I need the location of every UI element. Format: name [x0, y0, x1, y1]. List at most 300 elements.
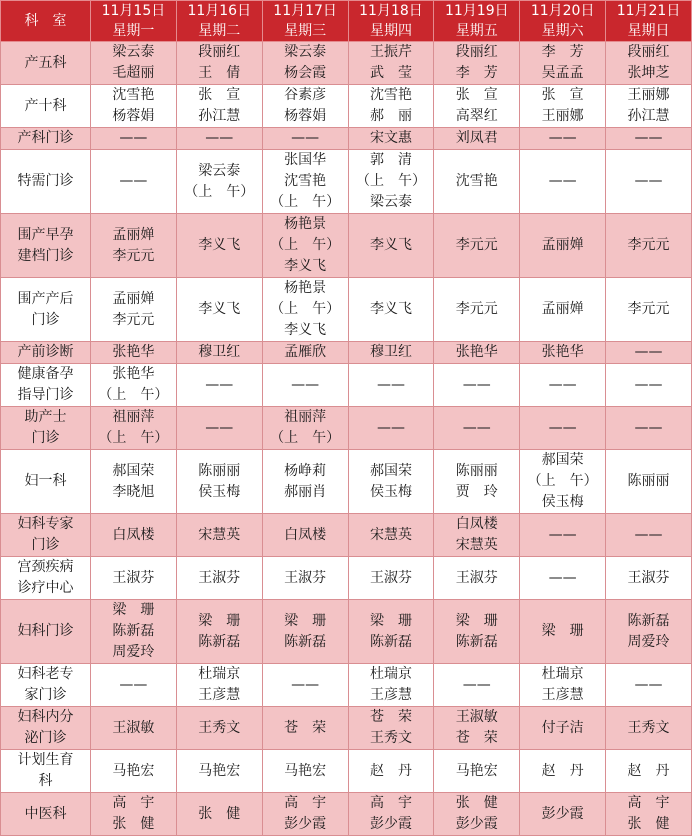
doctor-name: 沈雪艳 [284, 173, 327, 189]
doctor-name: 李元元 [627, 237, 670, 253]
schedule-row [1, 364, 692, 407]
doctor-name: 白凤楼 [284, 526, 327, 543]
doctor-name: 彭少霞 [541, 805, 584, 822]
doctor-name: 王淑芬 [455, 569, 498, 586]
schedule-row [1, 214, 692, 278]
no-clinic-dash: —— [548, 526, 577, 543]
doctor-name: 马艳宏 [198, 762, 241, 779]
doctor-name: 王彦慧 [198, 687, 241, 703]
schedule-cell [262, 750, 348, 793]
schedule-row [1, 707, 692, 750]
doctor-name: 吴孟孟 [541, 65, 584, 81]
department-cell [1, 42, 91, 85]
department-name: 妇科内分 [17, 709, 74, 725]
schedule-cell [348, 150, 434, 214]
doctor-name: 王淑芬 [198, 569, 241, 586]
doctor-name: 陈新磊 [455, 633, 498, 650]
doctor-name: 李元元 [112, 311, 155, 328]
doctor-name: 王秀文 [369, 730, 412, 746]
doctor-name: 杜瑞京 [541, 666, 584, 682]
schedule-cell [434, 514, 520, 557]
schedule-cell [606, 450, 692, 514]
department-name: 妇科老专 [17, 666, 74, 682]
schedule-cell [91, 42, 177, 85]
schedule-row [1, 128, 692, 150]
schedule-cell [91, 450, 177, 514]
schedule-body [1, 42, 692, 836]
department-cell [1, 85, 91, 128]
schedule-cell [520, 150, 606, 214]
department-name: 助产士 [24, 409, 67, 425]
day-header-3 [262, 1, 348, 42]
doctor-name: 付子洁 [541, 719, 584, 736]
department-name: 特需门诊 [17, 173, 74, 189]
doctor-name: 白凤楼 [455, 516, 498, 532]
session-note: （上 午） [98, 430, 169, 446]
schedule-cell [348, 342, 434, 364]
doctor-name: 张坤芝 [627, 65, 670, 81]
schedule-cell [176, 342, 262, 364]
day-header-1 [91, 1, 177, 42]
no-clinic-dash: —— [119, 173, 148, 189]
schedule-cell [262, 557, 348, 600]
schedule-cell [176, 450, 262, 514]
schedule-row [1, 42, 692, 85]
session-note: （上 午） [527, 473, 598, 489]
schedule-cell [606, 750, 692, 793]
doctor-name: 张 宣 [541, 87, 584, 103]
doctor-name: 苍 荣 [455, 730, 498, 746]
doctor-name: 穆卫红 [369, 344, 412, 360]
department-name: 围产早孕 [17, 226, 74, 243]
schedule-cell [91, 557, 177, 600]
schedule-cell [348, 707, 434, 750]
schedule-cell [262, 150, 348, 214]
doctor-name: 高翠红 [455, 108, 498, 124]
doctor-name: 苍 荣 [284, 719, 327, 736]
doctor-name: 孟丽婵 [112, 290, 155, 307]
schedule-cell [606, 342, 692, 364]
doctor-name: 沈雪艳 [455, 173, 498, 189]
department-name: 门诊 [31, 537, 60, 553]
schedule-cell [606, 85, 692, 128]
no-clinic-dash: —— [634, 419, 663, 436]
schedule-cell [606, 407, 692, 450]
no-clinic-dash: —— [548, 130, 577, 146]
schedule-cell [520, 364, 606, 407]
schedule-row [1, 450, 692, 514]
doctor-name: 祖丽萍 [284, 409, 327, 425]
doctor-name: 武 莹 [369, 65, 412, 81]
doctor-name: 张艳华 [112, 366, 155, 382]
department-name: 产十科 [24, 97, 67, 114]
doctor-name: 王丽娜 [541, 108, 584, 124]
schedule-cell [520, 342, 606, 364]
doctor-name: 彭少霞 [284, 816, 327, 832]
day-header-7 [606, 1, 692, 42]
doctor-name: 张艳华 [112, 344, 155, 360]
doctor-name: 赵 丹 [541, 762, 584, 779]
schedule-cell [606, 793, 692, 836]
doctor-name: 杨艳景 [284, 280, 327, 296]
schedule-row [1, 278, 692, 342]
doctor-name: 李元元 [455, 301, 498, 317]
no-clinic-dash: —— [548, 173, 577, 189]
no-clinic-dash: —— [634, 130, 663, 146]
doctor-name: 周爱玲 [112, 644, 155, 660]
doctor-name: 郭 清 [369, 152, 412, 168]
doctor-name: 王 倩 [198, 65, 241, 81]
schedule-cell [91, 128, 177, 150]
schedule-cell [91, 750, 177, 793]
department-cell [1, 707, 91, 750]
doctor-name: 张 健 [455, 795, 498, 811]
department-cell [1, 450, 91, 514]
doctor-name: 祖丽萍 [112, 409, 155, 425]
department-cell [1, 793, 91, 836]
schedule-cell [348, 750, 434, 793]
doctor-name: 毛超丽 [112, 65, 155, 81]
doctor-name: 杨会霞 [284, 65, 327, 81]
schedule-cell [348, 664, 434, 707]
doctor-name: 王秀文 [198, 719, 241, 736]
doctor-name: 孟丽婵 [541, 237, 584, 253]
schedule-cell [91, 707, 177, 750]
schedule-cell [434, 364, 520, 407]
no-clinic-dash: —— [548, 376, 577, 393]
day-date: 11月15日 [101, 3, 166, 19]
doctor-name: 宋文惠 [369, 130, 412, 146]
schedule-cell [262, 664, 348, 707]
no-clinic-dash: —— [462, 376, 491, 393]
schedule-cell [606, 128, 692, 150]
department-cell [1, 214, 91, 278]
schedule-cell [606, 278, 692, 342]
department-cell [1, 150, 91, 214]
session-note: （上 午） [270, 430, 341, 446]
schedule-cell [262, 278, 348, 342]
schedule-cell [176, 707, 262, 750]
doctor-name: 王淑敏 [455, 709, 498, 725]
schedule-cell [606, 664, 692, 707]
doctor-name: 沈雪艳 [112, 87, 155, 103]
day-weekday: 星期二 [198, 23, 241, 39]
schedule-row [1, 750, 692, 793]
schedule-cell [176, 214, 262, 278]
department-header: 科 室 [1, 1, 91, 42]
day-weekday: 星期三 [284, 23, 327, 39]
day-date: 11月16日 [187, 3, 252, 19]
doctor-name: 马艳宏 [284, 762, 327, 779]
department-name: 产五科 [24, 54, 67, 71]
department-name: 科 [38, 773, 53, 789]
doctor-name: 王秀文 [627, 719, 670, 736]
header-row [1, 1, 692, 42]
schedule-cell [348, 128, 434, 150]
schedule-cell [176, 150, 262, 214]
schedule-cell [176, 557, 262, 600]
schedule-cell [348, 793, 434, 836]
doctor-name: 贾 玲 [455, 483, 498, 500]
department-name: 门诊 [31, 311, 60, 328]
department-name: 妇科门诊 [17, 623, 74, 639]
schedule-cell [262, 450, 348, 514]
doctor-name: 郝国荣 [541, 452, 584, 468]
schedule-row [1, 664, 692, 707]
doctor-name: 梁云泰 [369, 194, 412, 210]
session-note: （上 午） [270, 194, 341, 210]
no-clinic-dash: —— [376, 376, 405, 393]
schedule-cell [348, 600, 434, 664]
schedule-cell [520, 278, 606, 342]
schedule-cell [348, 557, 434, 600]
department-cell [1, 342, 91, 364]
doctor-name: 李义飞 [198, 237, 241, 253]
schedule-cell [520, 407, 606, 450]
schedule-row [1, 600, 692, 664]
schedule-cell [434, 664, 520, 707]
department-cell [1, 514, 91, 557]
doctor-name: 张 健 [627, 816, 670, 832]
schedule-cell [91, 514, 177, 557]
doctor-name: 马艳宏 [112, 762, 155, 779]
doctor-name: 段丽红 [198, 44, 241, 60]
schedule-cell [434, 557, 520, 600]
schedule-cell [606, 364, 692, 407]
no-clinic-dash: —— [634, 676, 663, 693]
doctor-name: 杨蓉娟 [284, 108, 327, 124]
schedule-cell [262, 407, 348, 450]
schedule-cell [262, 600, 348, 664]
doctor-name: 侯玉梅 [198, 483, 241, 500]
schedule-cell [606, 707, 692, 750]
doctor-name: 孙江慧 [198, 108, 241, 124]
day-weekday: 星期五 [455, 23, 498, 39]
department-cell [1, 600, 91, 664]
session-note: （上 午） [270, 301, 341, 317]
doctor-name: 李义飞 [369, 237, 412, 253]
doctor-name: 李 芳 [541, 44, 584, 60]
doctor-name: 宋慧英 [455, 537, 498, 553]
day-header-2 [176, 1, 262, 42]
doctor-name: 陈新磊 [112, 623, 155, 639]
schedule-cell [520, 793, 606, 836]
doctor-name: 杨峥莉 [284, 462, 327, 479]
doctor-name: 孙江慧 [627, 108, 670, 124]
schedule-cell [434, 750, 520, 793]
schedule-row [1, 85, 692, 128]
schedule-cell [606, 42, 692, 85]
schedule-cell [176, 278, 262, 342]
doctor-name: 郝丽肖 [284, 483, 327, 500]
schedule-cell [176, 793, 262, 836]
doctor-name: 陈新磊 [198, 633, 241, 650]
department-name: 妇科专家 [17, 516, 74, 532]
schedule-cell [91, 214, 177, 278]
session-note: （上 午） [184, 183, 255, 200]
schedule-cell [434, 278, 520, 342]
schedule-cell [348, 278, 434, 342]
department-cell [1, 364, 91, 407]
schedule-cell [176, 600, 262, 664]
schedule-row [1, 150, 692, 214]
doctor-name: 王淑芬 [112, 569, 155, 586]
department-cell [1, 750, 91, 793]
day-date: 11月17日 [273, 3, 337, 19]
schedule-cell [434, 42, 520, 85]
doctor-name: 张艳华 [455, 344, 498, 360]
schedule-cell [520, 707, 606, 750]
day-date: 11月19日 [444, 3, 509, 19]
department-name: 产科门诊 [17, 130, 74, 146]
doctor-name: 彭少霞 [455, 816, 498, 832]
schedule-cell [606, 214, 692, 278]
schedule-cell [520, 750, 606, 793]
doctor-name: 李 芳 [455, 65, 498, 81]
day-date: 11月18日 [359, 3, 423, 19]
doctor-name: 谷素彦 [284, 87, 327, 103]
schedule-cell [520, 85, 606, 128]
doctor-name: 李义飞 [369, 301, 412, 317]
schedule-cell [520, 664, 606, 707]
doctor-name: 李元元 [627, 301, 670, 317]
schedule-cell [348, 364, 434, 407]
day-weekday: 星期六 [541, 23, 584, 39]
schedule-cell [606, 557, 692, 600]
doctor-name: 李义飞 [284, 322, 327, 338]
no-clinic-dash: —— [462, 419, 491, 436]
schedule-cell [91, 85, 177, 128]
doctor-name: 张 宣 [455, 87, 498, 103]
schedule-cell [91, 364, 177, 407]
schedule-cell [434, 450, 520, 514]
no-clinic-dash: —— [205, 419, 234, 436]
schedule-cell [434, 707, 520, 750]
doctor-name: 刘凤君 [455, 130, 498, 146]
schedule-cell [176, 407, 262, 450]
schedule-cell [262, 364, 348, 407]
doctor-name: 陈新磊 [369, 633, 412, 650]
day-date: 11月21日 [616, 3, 681, 19]
doctor-name: 周爱玲 [627, 633, 670, 650]
schedule-cell [434, 214, 520, 278]
schedule-cell [606, 514, 692, 557]
no-clinic-dash: —— [634, 526, 663, 543]
schedule-row [1, 557, 692, 600]
doctor-name: 段丽红 [627, 44, 670, 60]
department-cell [1, 407, 91, 450]
no-clinic-dash: —— [205, 130, 234, 146]
schedule-row [1, 793, 692, 836]
doctor-name: 王淑敏 [112, 719, 155, 736]
department-name: 诊疗中心 [17, 580, 74, 596]
doctor-name: 宋慧英 [369, 526, 412, 543]
doctor-name: 梁 珊 [369, 612, 412, 629]
doctor-name: 梁 珊 [284, 612, 327, 629]
schedule-cell [434, 407, 520, 450]
department-name: 宫颈疾病 [17, 559, 74, 575]
day-weekday: 星期日 [627, 23, 670, 39]
doctor-name: 王淑芬 [627, 569, 670, 586]
department-name: 泌门诊 [24, 730, 67, 746]
no-clinic-dash: —— [634, 376, 663, 393]
no-clinic-dash: —— [291, 376, 320, 393]
schedule-cell [434, 793, 520, 836]
doctor-name: 李元元 [112, 247, 155, 264]
schedule-row [1, 342, 692, 364]
department-name: 门诊 [31, 430, 60, 446]
doctor-name: 苍 荣 [369, 709, 412, 725]
doctor-name: 王淑芬 [369, 569, 412, 586]
doctor-name: 陈丽丽 [198, 462, 241, 479]
doctor-name: 梁 珊 [112, 602, 155, 618]
doctor-name: 张国华 [284, 152, 327, 168]
schedule-cell [91, 278, 177, 342]
schedule-row [1, 514, 692, 557]
doctor-name: 陈新磊 [284, 633, 327, 650]
doctor-name: 王淑芬 [284, 569, 327, 586]
schedule-cell [91, 407, 177, 450]
doctor-name: 高 宇 [112, 795, 155, 811]
doctor-name: 梁云泰 [112, 44, 155, 60]
session-note: （上 午） [98, 387, 169, 403]
schedule-cell [434, 150, 520, 214]
schedule-cell [176, 514, 262, 557]
doctor-name: 高 宇 [369, 795, 412, 811]
schedule-cell [434, 128, 520, 150]
schedule-cell [348, 85, 434, 128]
doctor-name: 高 宇 [284, 795, 327, 811]
schedule-cell [434, 85, 520, 128]
doctor-name: 侯玉梅 [369, 483, 412, 500]
doctor-name: 郝国荣 [369, 462, 412, 479]
schedule-cell [348, 514, 434, 557]
schedule-cell [262, 85, 348, 128]
doctor-name: 王彦慧 [369, 687, 412, 703]
day-header-6 [520, 1, 606, 42]
doctor-name: 张 宣 [198, 87, 241, 103]
schedule-cell [520, 128, 606, 150]
no-clinic-dash: —— [548, 569, 577, 586]
schedule-cell [176, 364, 262, 407]
schedule-cell [91, 793, 177, 836]
doctor-name: 李义飞 [284, 258, 327, 274]
doctor-name: 侯玉梅 [541, 494, 584, 510]
doctor-name: 李义飞 [198, 301, 241, 317]
doctor-name: 段丽红 [455, 44, 498, 60]
schedule-cell [262, 128, 348, 150]
no-clinic-dash: —— [376, 419, 405, 436]
doctor-name: 梁云泰 [198, 162, 241, 179]
schedule-cell [176, 128, 262, 150]
doctor-name: 杜瑞京 [198, 666, 241, 682]
schedule-cell [520, 214, 606, 278]
schedule-cell [176, 85, 262, 128]
doctor-name: 陈新磊 [627, 612, 670, 629]
schedule-cell [262, 214, 348, 278]
no-clinic-dash: —— [291, 130, 320, 146]
no-clinic-dash: —— [634, 344, 663, 360]
schedule-cell [176, 664, 262, 707]
session-note: （上 午） [270, 237, 341, 253]
doctor-name: 梁 珊 [541, 623, 584, 639]
schedule-cell [91, 342, 177, 364]
doctor-name: 孟丽婵 [112, 226, 155, 243]
schedule-cell [606, 150, 692, 214]
department-name: 产前诊断 [17, 344, 74, 360]
schedule-cell [262, 514, 348, 557]
no-clinic-dash: —— [119, 676, 148, 693]
